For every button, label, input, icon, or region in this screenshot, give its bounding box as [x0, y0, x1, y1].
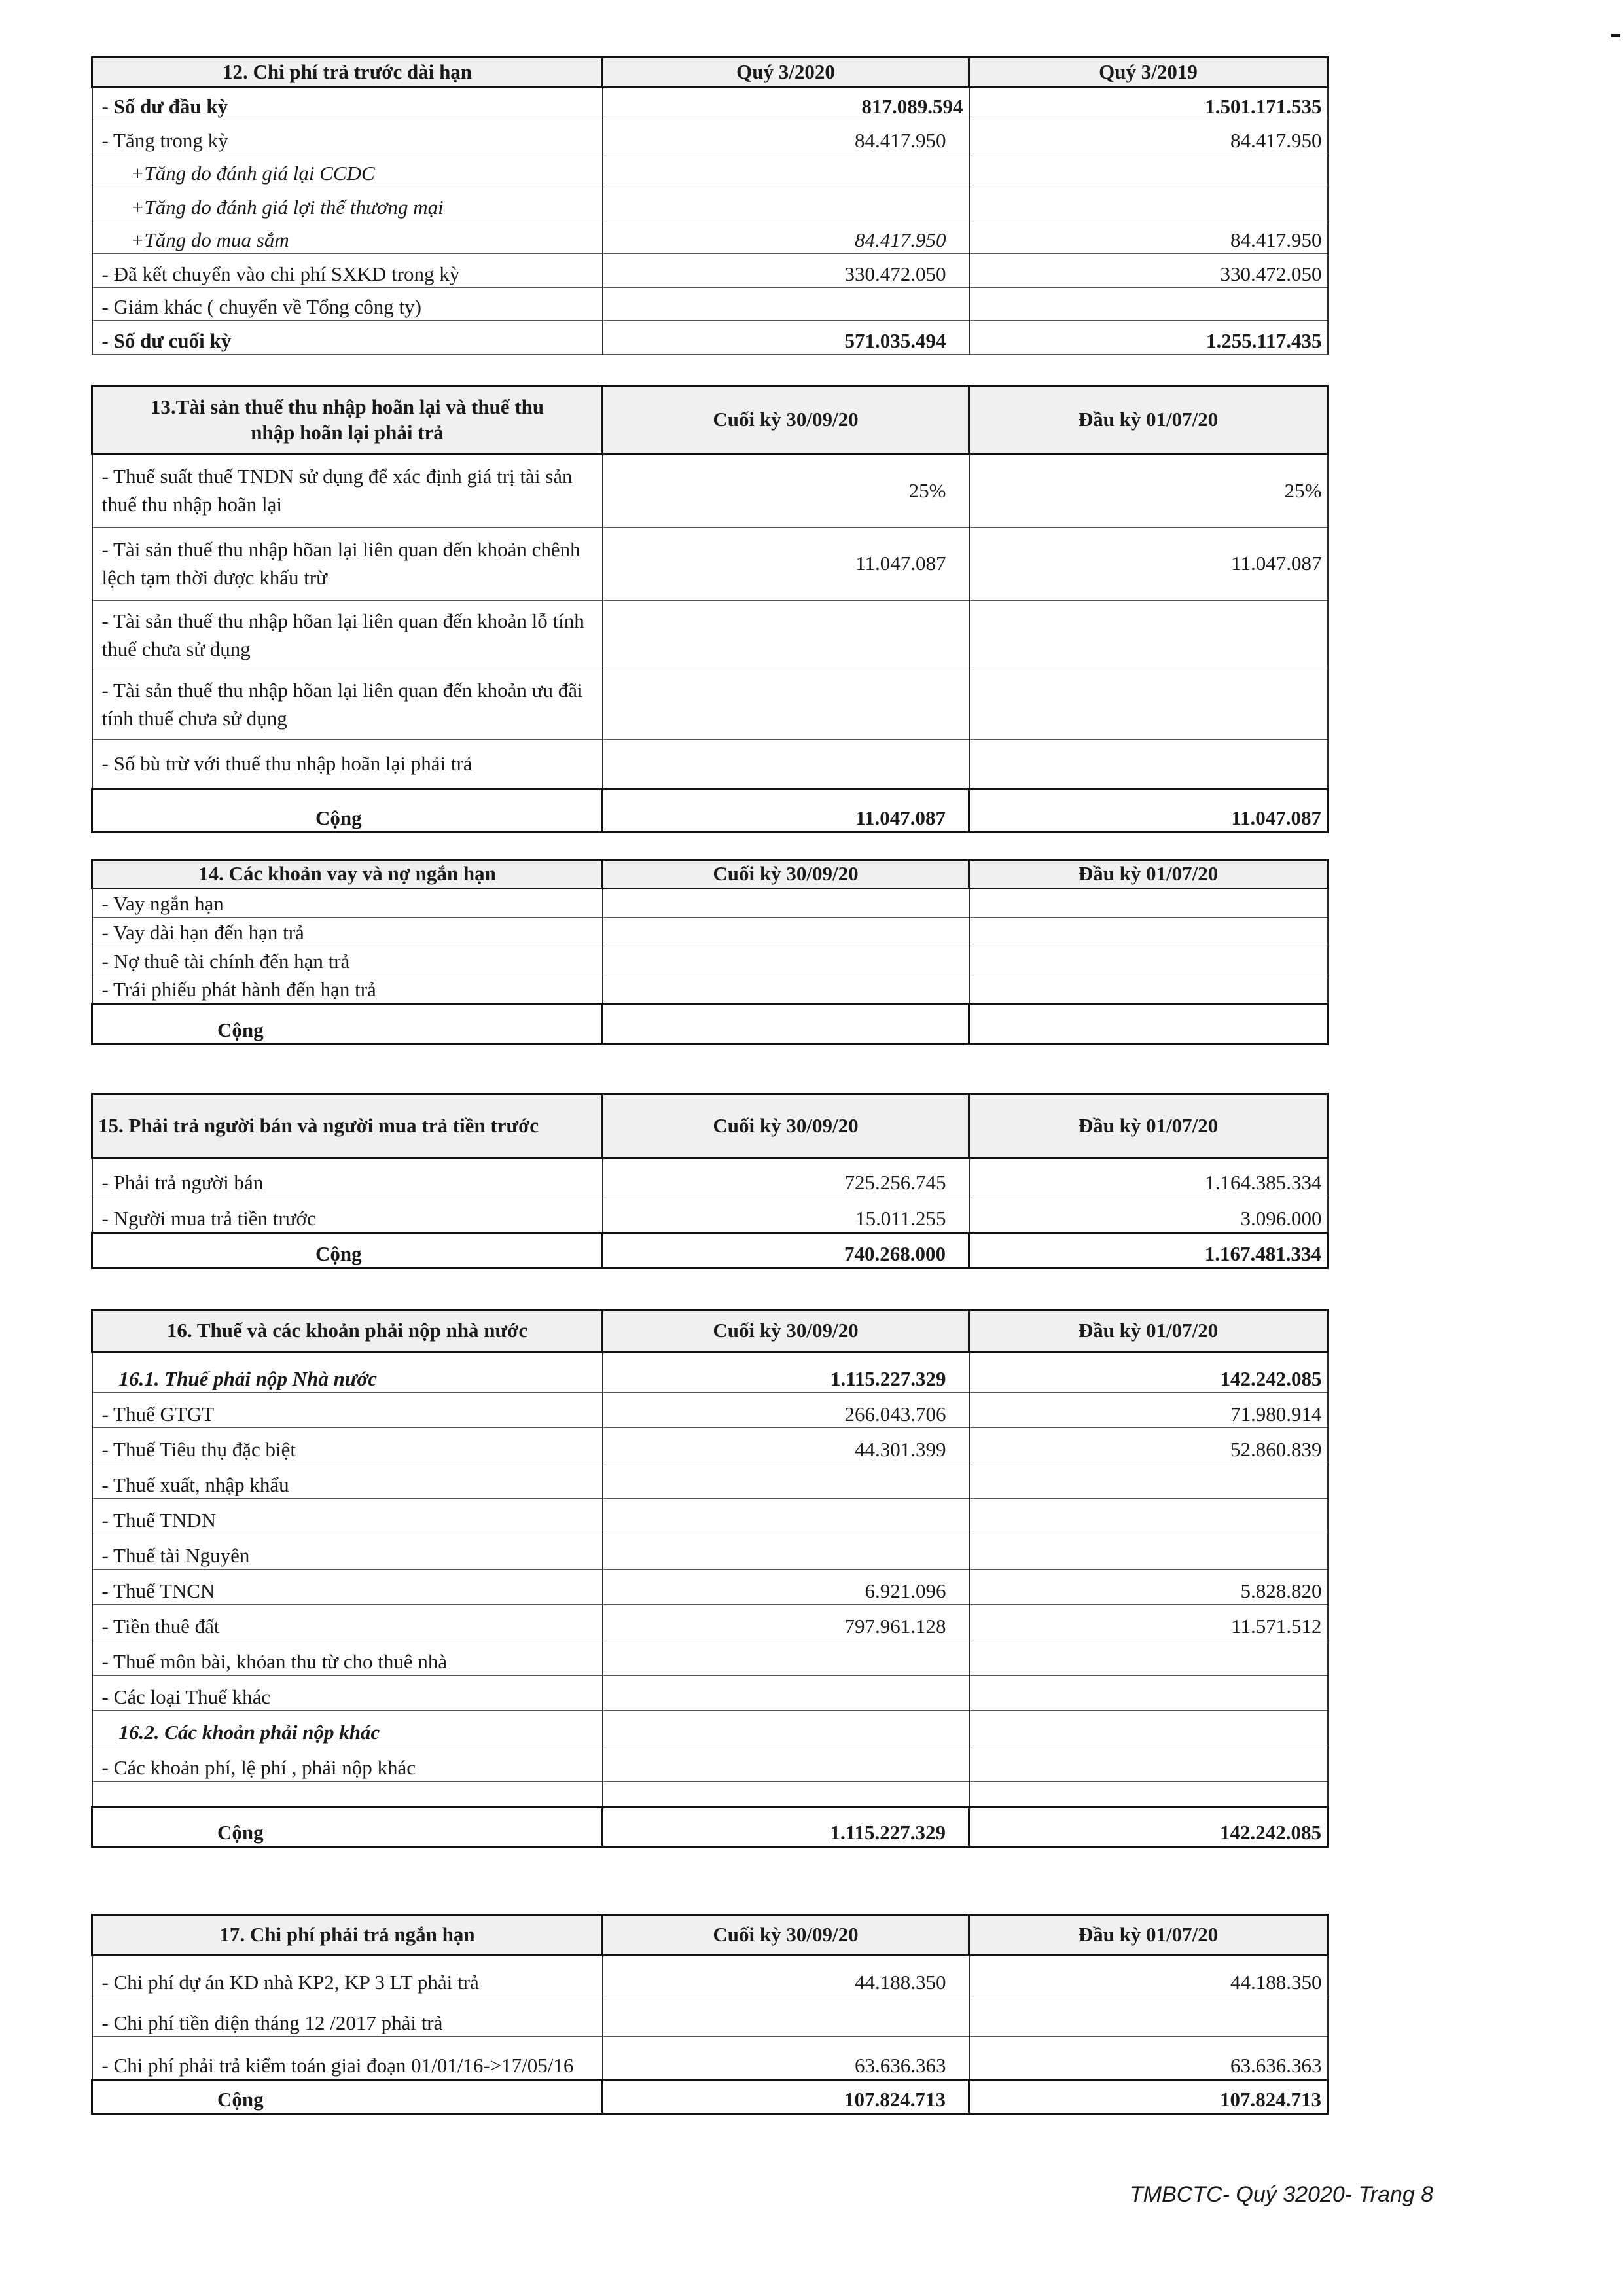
total-value	[603, 1004, 969, 1045]
cell-value: 11.047.087	[969, 528, 1328, 601]
cell-value	[603, 1640, 969, 1676]
cell-value	[603, 1676, 969, 1711]
cell-value	[603, 918, 969, 946]
table-row	[92, 454, 1328, 528]
cell-value: 11.047.087	[603, 528, 969, 601]
cell-value	[603, 1782, 969, 1808]
cell-value: 142.242.085	[969, 1352, 1328, 1393]
table-row	[92, 1428, 1328, 1463]
row-label: - Thuế suất thuế TNDN sử dụng để xác định giá trị tài sản thuế thu nhập hoãn lại	[92, 454, 603, 528]
cell-value	[603, 1996, 969, 2037]
row-label: - Người mua trả tiền trước	[92, 1196, 603, 1233]
row-label: 16.2. Các khoản phải nộp khác	[92, 1711, 603, 1746]
table-row	[92, 88, 1328, 120]
total-row	[92, 789, 1328, 833]
row-label: - Vay dài hạn đến hạn trả	[92, 918, 603, 946]
cell-value: 84.417.950	[969, 120, 1328, 154]
cell-value: 11.571.512	[969, 1605, 1328, 1640]
cell-value: 63.636.363	[603, 2037, 969, 2080]
row-label: +Tăng do đánh giá lại CCDC	[92, 154, 603, 187]
cell-value	[969, 889, 1328, 918]
cell-value	[969, 1746, 1328, 1782]
table-row	[92, 120, 1328, 154]
cell-value: 1.255.117.435	[969, 321, 1328, 355]
cell-value	[969, 1534, 1328, 1570]
cell-value: 571.035.494	[603, 321, 969, 355]
cell-value: 44.188.350	[603, 1956, 969, 1996]
row-label: - Tài sản thuế thu nhập hõan lại liên quan đến khoản chênh lệch tạm thời được khấu trừ	[92, 528, 603, 601]
cell-value: 797.961.128	[603, 1605, 969, 1640]
table-row	[92, 889, 1328, 918]
column-header: Quý 3/2019	[969, 58, 1328, 88]
table-row	[92, 1640, 1328, 1676]
cell-value	[603, 601, 969, 670]
cell-value: 817.089.594	[603, 88, 969, 120]
cell-value	[603, 1534, 969, 1570]
table-14-short-term-loans	[91, 859, 1329, 1045]
page-footer: TMBCTC- Quý 32020- Trang 8	[1130, 2182, 1434, 2207]
row-label: - Tăng trong kỳ	[92, 120, 603, 154]
table-title: 12. Chi phí trả trước dài hạn	[92, 58, 603, 88]
column-header: Cuối kỳ 30/09/20	[603, 386, 969, 454]
table-row	[92, 1996, 1328, 2037]
scan-edge-mark	[1611, 34, 1620, 37]
cell-value	[969, 1996, 1328, 2037]
row-label: - Thuế TNDN	[92, 1499, 603, 1534]
total-value: 142.242.085	[969, 1808, 1328, 1847]
row-label	[92, 1782, 603, 1808]
cell-value: 44.301.399	[603, 1428, 969, 1463]
row-label: - Các loại Thuế khác	[92, 1676, 603, 1711]
table-row	[92, 946, 1328, 975]
cell-value: 71.980.914	[969, 1393, 1328, 1428]
table-row	[92, 221, 1328, 254]
table-row	[92, 1463, 1328, 1499]
table-row	[92, 154, 1328, 187]
total-label: Cộng	[92, 1233, 603, 1268]
row-label: - Tài sản thuế thu nhập hõan lại liên quan đến khoản lỗ tính thuế chưa sử dụng	[92, 601, 603, 670]
total-value: 1.115.227.329	[603, 1808, 969, 1847]
column-header: Đầu kỳ 01/07/20	[969, 1310, 1328, 1352]
column-header: Cuối kỳ 30/09/20	[603, 860, 969, 889]
table-row	[92, 1352, 1328, 1393]
column-header: Đầu kỳ 01/07/20	[969, 1915, 1328, 1956]
cell-value	[969, 918, 1328, 946]
row-label: - Các khoản phí, lệ phí , phải nộp khác	[92, 1746, 603, 1782]
total-value: 740.268.000	[603, 1233, 969, 1268]
row-label: - Đã kết chuyển vào chi phí SXKD trong kỳ	[92, 254, 603, 288]
cell-value: 725.256.745	[603, 1158, 969, 1196]
cell-value	[969, 1463, 1328, 1499]
total-value: 1.167.481.334	[969, 1233, 1328, 1268]
column-header: Đầu kỳ 01/07/20	[969, 386, 1328, 454]
table-row	[92, 2037, 1328, 2080]
table-row	[92, 601, 1328, 670]
row-label: - Thuế TNCN	[92, 1570, 603, 1605]
cell-value	[969, 1676, 1328, 1711]
cell-value: 330.472.050	[603, 254, 969, 288]
total-label: Cộng	[92, 1808, 603, 1847]
cell-value	[603, 1746, 969, 1782]
table-row	[92, 918, 1328, 946]
table-title: 16. Thuế và các khoản phải nộp nhà nước	[92, 1310, 603, 1352]
cell-value	[603, 975, 969, 1004]
column-header: Cuối kỳ 30/09/20	[603, 1915, 969, 1956]
row-label: - Chi phí tiền điện tháng 12 /2017 phải trả	[92, 1996, 603, 2037]
total-label: Cộng	[92, 2080, 603, 2114]
cell-value	[603, 1463, 969, 1499]
total-row	[92, 1004, 1328, 1045]
row-label: - Chi phí dự án KD nhà KP2, KP 3 LT phải trả	[92, 1956, 603, 1996]
cell-value: 1.164.385.334	[969, 1158, 1328, 1196]
total-label: Cộng	[92, 789, 603, 833]
table-row	[92, 1534, 1328, 1570]
cell-value: 3.096.000	[969, 1196, 1328, 1233]
cell-value	[603, 1499, 969, 1534]
row-label: - Phải trả người bán	[92, 1158, 603, 1196]
row-label: - Số dư cuối kỳ	[92, 321, 603, 355]
table-title: 17. Chi phí phải trả ngắn hạn	[92, 1915, 603, 1956]
row-label: - Số dư đầu kỳ	[92, 88, 603, 120]
cell-value: 44.188.350	[969, 1956, 1328, 1996]
table-row	[92, 1711, 1328, 1746]
cell-value	[603, 1711, 969, 1746]
table-row	[92, 670, 1328, 740]
row-label: - Tài sản thuế thu nhập hõan lại liên quan đến khoản ưu đãi tính thuế chưa sử dụng	[92, 670, 603, 740]
cell-value	[969, 1640, 1328, 1676]
cell-value: 25%	[969, 454, 1328, 528]
total-value: 11.047.087	[969, 789, 1328, 833]
table-title: 14. Các khoản vay và nợ ngắn hạn	[92, 860, 603, 889]
total-value: 107.824.713	[603, 2080, 969, 2114]
row-label: - Thuế GTGT	[92, 1393, 603, 1428]
table-row	[92, 1393, 1328, 1428]
total-value: 11.047.087	[603, 789, 969, 833]
row-label: - Thuế Tiêu thụ đặc biệt	[92, 1428, 603, 1463]
cell-value: 5.828.820	[969, 1570, 1328, 1605]
cell-value	[603, 288, 969, 321]
cell-value: 25%	[603, 454, 969, 528]
cell-value	[969, 288, 1328, 321]
cell-value	[969, 670, 1328, 740]
column-header: Đầu kỳ 01/07/20	[969, 860, 1328, 889]
table-row	[92, 288, 1328, 321]
table-row	[92, 1676, 1328, 1711]
cell-value: 15.011.255	[603, 1196, 969, 1233]
row-label: 16.1. Thuế phải nộp Nhà nước	[92, 1352, 603, 1393]
row-label: - Nợ thuê tài chính đến hạn trả	[92, 946, 603, 975]
column-header: Đầu kỳ 01/07/20	[969, 1094, 1328, 1158]
cell-value	[969, 601, 1328, 670]
table-row	[92, 321, 1328, 355]
cell-value	[969, 1499, 1328, 1534]
cell-value: 6.921.096	[603, 1570, 969, 1605]
cell-value	[969, 740, 1328, 789]
cell-value: 84.417.950	[603, 221, 969, 254]
table-row	[92, 1782, 1328, 1808]
table-row	[92, 1196, 1328, 1233]
table-row	[92, 740, 1328, 789]
cell-value	[603, 889, 969, 918]
row-label: - Vay ngắn hạn	[92, 889, 603, 918]
total-row	[92, 2080, 1328, 2114]
cell-value	[969, 154, 1328, 187]
cell-value	[603, 154, 969, 187]
column-header: Cuối kỳ 30/09/20	[603, 1310, 969, 1352]
total-row	[92, 1808, 1328, 1847]
table-row	[92, 1499, 1328, 1534]
row-label: +Tăng do mua sắm	[92, 221, 603, 254]
table-title: 13.Tài sản thuế thu nhập hoãn lại và thuế thu nhập hoãn lại phải trả	[92, 386, 603, 454]
table-row	[92, 187, 1328, 221]
cell-value: 84.417.950	[969, 221, 1328, 254]
table-row	[92, 528, 1328, 601]
total-label: Cộng	[92, 1004, 603, 1045]
cell-value	[969, 975, 1328, 1004]
row-label: +Tăng do đánh giá lợi thế thương mại	[92, 187, 603, 221]
row-label: - Trái phiếu phát hành đến hạn trả	[92, 975, 603, 1004]
total-value	[969, 1004, 1328, 1045]
cell-value: 266.043.706	[603, 1393, 969, 1428]
row-label: - Thuế môn bài, khỏan thu từ cho thuê nhà	[92, 1640, 603, 1676]
cell-value: 52.860.839	[969, 1428, 1328, 1463]
table-13-deferred-tax	[91, 385, 1329, 833]
table-row	[92, 975, 1328, 1004]
cell-value: 1.501.171.535	[969, 88, 1328, 120]
table-row	[92, 1158, 1328, 1196]
cell-value: 63.636.363	[969, 2037, 1328, 2080]
total-row	[92, 1233, 1328, 1268]
cell-value	[603, 187, 969, 221]
row-label: - Chi phí phải trả kiểm toán giai đoạn 01/01/16->17/05/16	[92, 2037, 603, 2080]
table-row	[92, 1570, 1328, 1605]
cell-value	[969, 946, 1328, 975]
table-row	[92, 1605, 1328, 1640]
table-title: 15. Phải trả người bán và người mua trả tiền trước	[92, 1094, 603, 1158]
table-row	[92, 1746, 1328, 1782]
column-header: Cuối kỳ 30/09/20	[603, 1094, 969, 1158]
table-row	[92, 1956, 1328, 1996]
table-16-taxes-payable	[91, 1309, 1329, 1848]
column-header: Quý 3/2020	[603, 58, 969, 88]
cell-value: 1.115.227.329	[603, 1352, 969, 1393]
cell-value	[969, 1782, 1328, 1808]
cell-value: 84.417.950	[603, 120, 969, 154]
cell-value	[603, 740, 969, 789]
row-label: - Thuế xuất, nhập khẩu	[92, 1463, 603, 1499]
row-label: - Giảm khác ( chuyển về Tổng công ty)	[92, 288, 603, 321]
total-value: 107.824.713	[969, 2080, 1328, 2114]
table-12-long-term-prepaid	[91, 56, 1329, 355]
cell-value	[969, 187, 1328, 221]
row-label: - Tiền thuê đất	[92, 1605, 603, 1640]
table-row	[92, 254, 1328, 288]
table-17-accrued-expenses	[91, 1914, 1329, 2115]
cell-value	[603, 946, 969, 975]
cell-value: 330.472.050	[969, 254, 1328, 288]
row-label: - Số bù trừ với thuế thu nhập hoãn lại phải trả	[92, 740, 603, 789]
cell-value	[603, 670, 969, 740]
row-label: - Thuế tài Nguyên	[92, 1534, 603, 1570]
cell-value	[969, 1711, 1328, 1746]
table-15-payables	[91, 1093, 1329, 1269]
